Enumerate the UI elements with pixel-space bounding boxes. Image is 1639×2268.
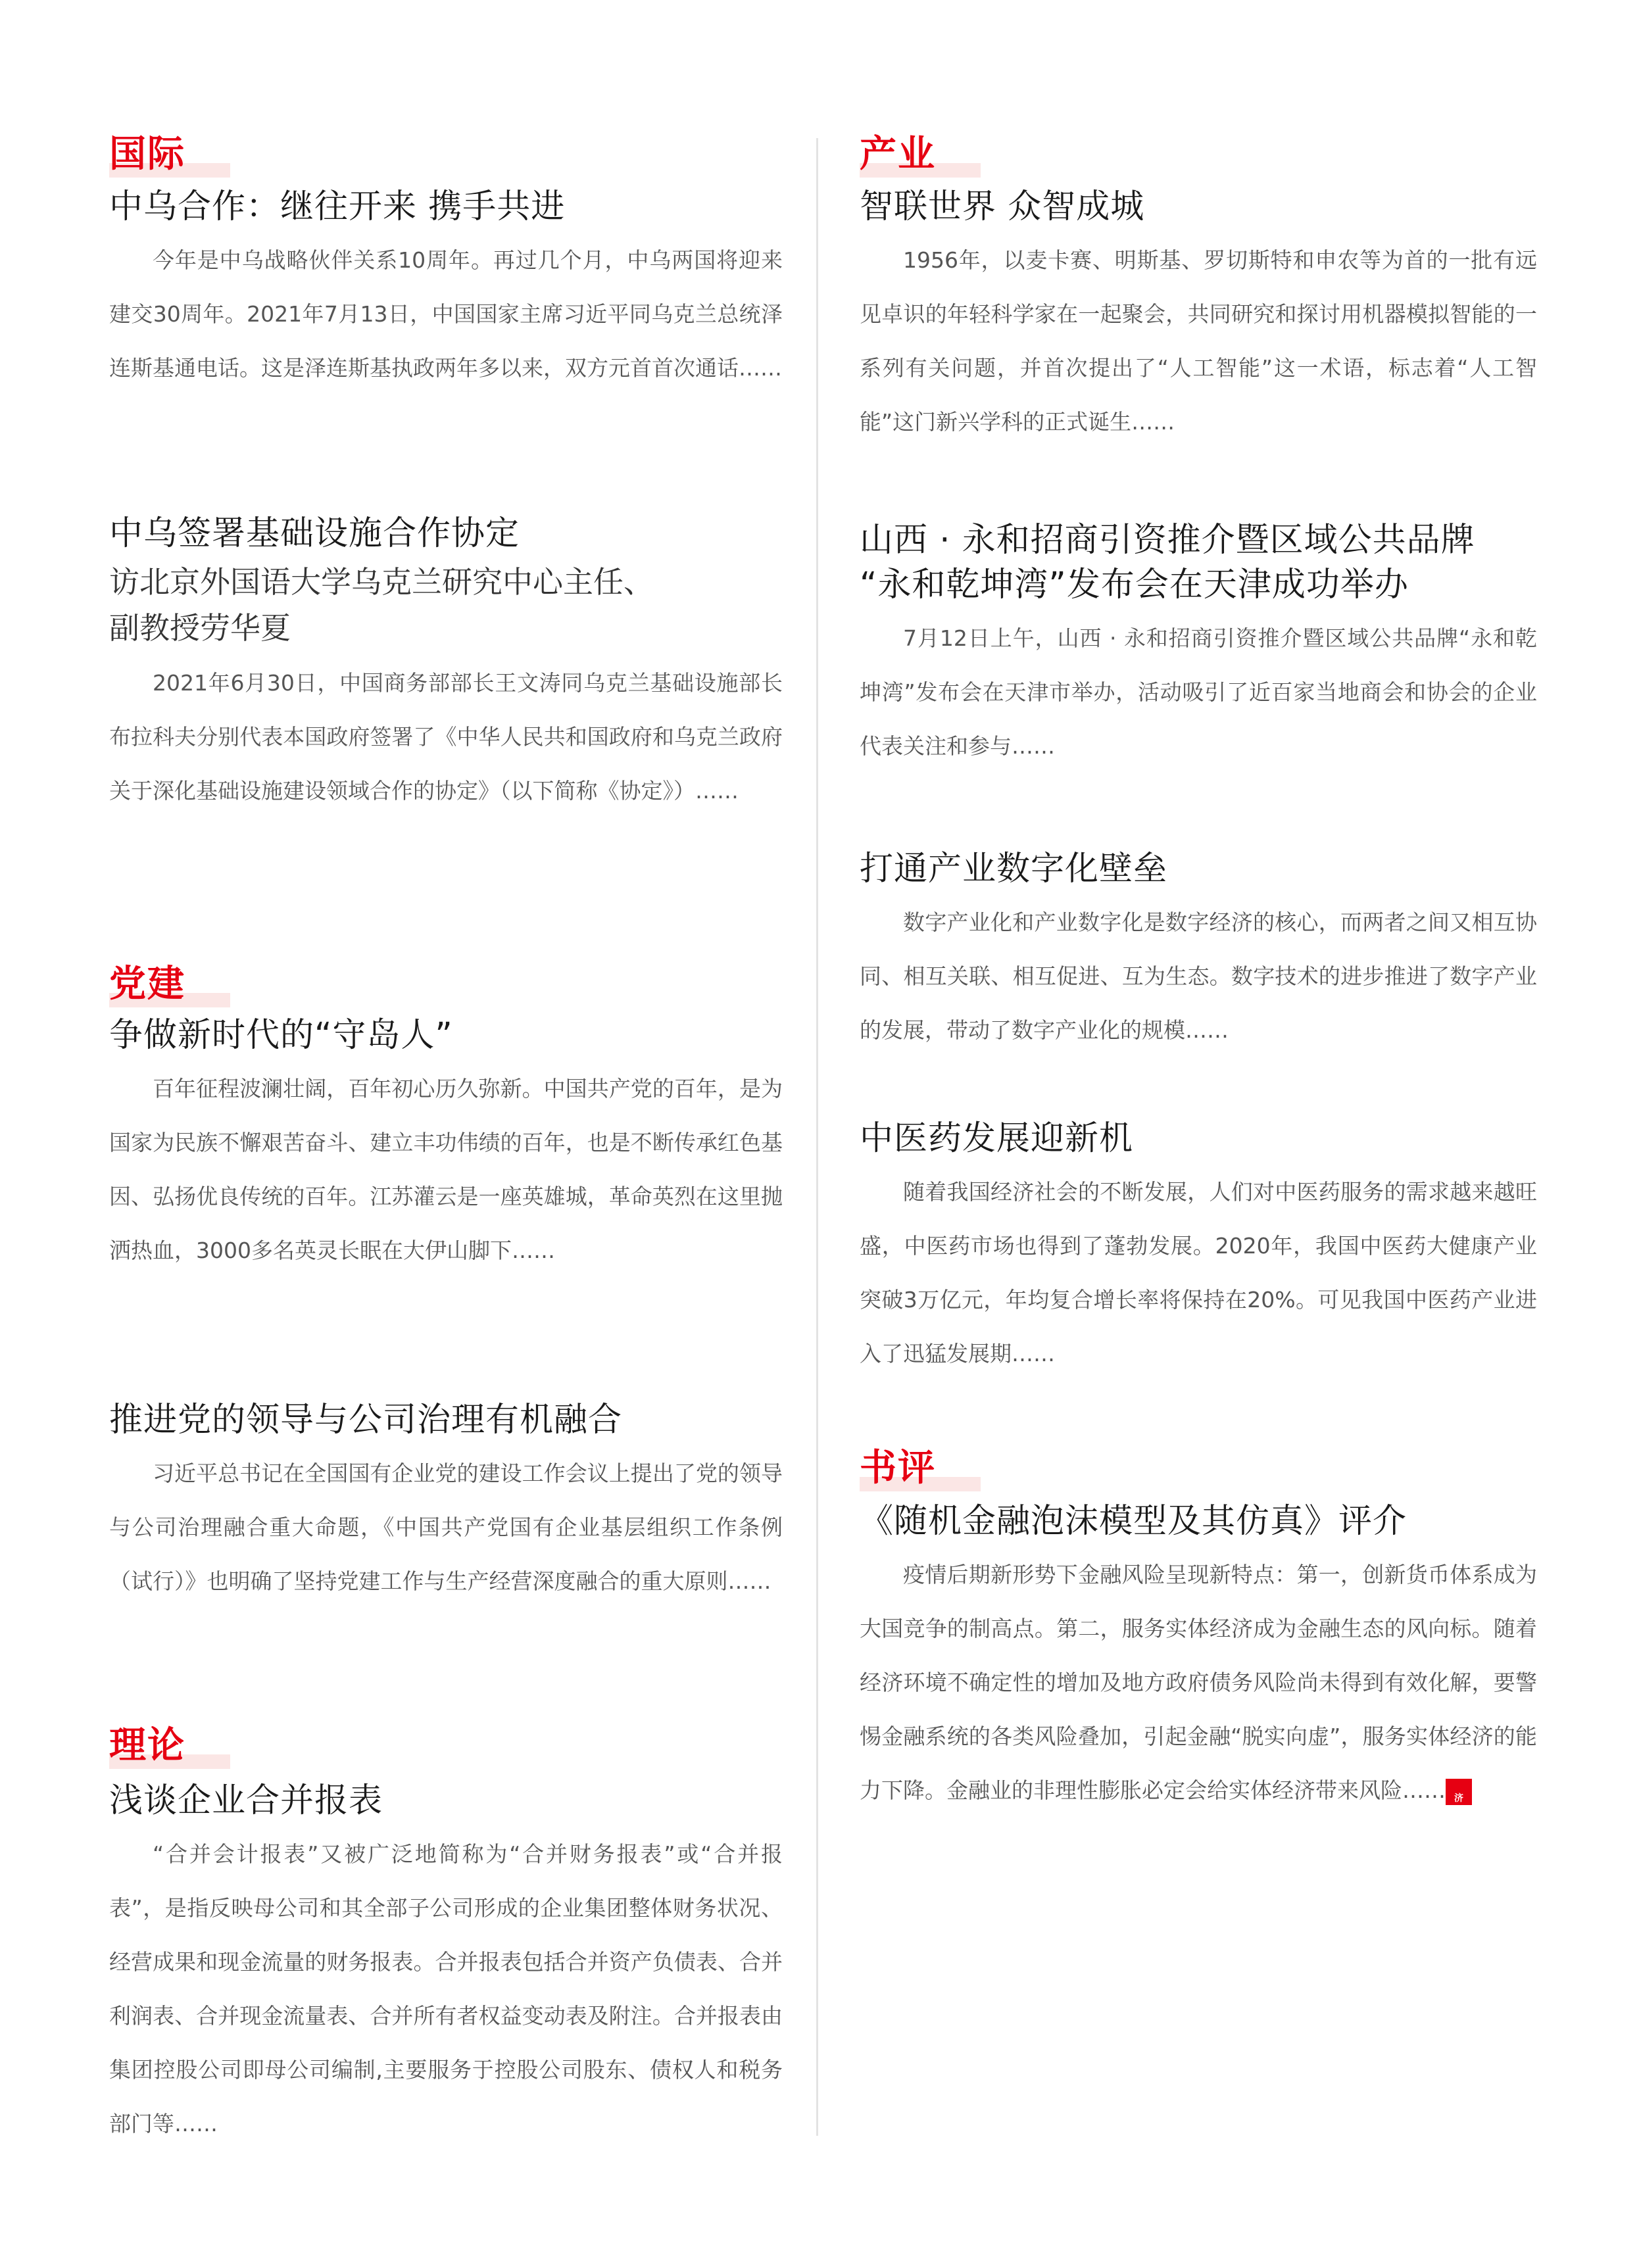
- article-smart-world[interactable]: [860, 186, 1537, 449]
- article-title: 争做新时代的“守岛人”: [109, 1016, 453, 1055]
- article-infrastructure-agreement[interactable]: [109, 513, 783, 818]
- article-body: 习近平总书记在全国国有企业党的建设工作会议上提出了党的领导与公司治理融合重大命题，《中国共产党国有企业基层组织工作条例（试行）》也明确了坚持党建工作与生产经营深度融合的重大原则……: [109, 1460, 783, 1594]
- article-yonghe-investment[interactable]: [860, 519, 1537, 773]
- section-label-shuping: 书评: [860, 1445, 936, 1491]
- article-body: “合并会计报表”又被广泛地简称为“合并财务报表”或“合并报表”，是指反映母公司和其全部子公司形成的企业集团整体财务状况、经营成果和现金流量的财务报表。合并报表包括合并资产负债表、合并利润表、合并现金流量表、合并所有者权益变动表及附注。合并报表由集团控股公司即母公司编制,主要服务于控股公司股东、债权人和税务部门等……: [109, 1841, 783, 2136]
- article-digital-barriers[interactable]: [860, 848, 1537, 1057]
- section-label-lilun: 理论: [109, 1723, 185, 1769]
- article-subtitle: 访北京外国语大学乌克兰研究中心主任、: [109, 564, 654, 600]
- article-title: “永和乾坤湾”发布会在天津成功举办: [860, 566, 1409, 604]
- article-title: 中乌合作：继往开来 携手共进: [109, 187, 566, 226]
- article-body: 随着我国经济社会的不断发展，人们对中医药服务的需求越来越旺盛，中医药市场也得到了蓬勃发展。2020年，我国中医药大健康产业突破3万亿元，年均复合增长率将保持在20%。可见我国中医药产业进入了迅猛发展期……: [860, 1179, 1537, 1366]
- article-island-guardian[interactable]: [109, 1015, 783, 1278]
- article-book-review[interactable]: [860, 1501, 1537, 1818]
- article-body: 数字产业化和产业数字化是数字经济的核心，而两者之间又相互协同、相互关联、相互促进、互为生态。数字技术的进步推进了数字产业的发展，带动了数字产业化的规模……: [860, 909, 1537, 1043]
- article-body: 7月12日上午，山西 · 永和招商引资推介暨区域公共品牌“永和乾坤湾”发布会在天津市举办，活动吸引了近百家当地商会和协会的企业代表关注和参与……: [860, 625, 1537, 759]
- article-title: 推进党的领导与公司治理有机融合: [109, 1401, 623, 1439]
- end-mark-icon: 经济: [1446, 1779, 1472, 1805]
- article-body: 1956年，以麦卡赛、明斯基、罗切斯特和申农等为首的一批有远见卓识的年轻科学家在一起聚会，共同研究和探讨用机器模拟智能的一系列有关问题，并首次提出了“人工智能”这一术语，标志着“人工智能”这门新兴学科的正式诞生……: [860, 247, 1537, 435]
- column-divider: [816, 138, 818, 2136]
- article-title: 山西 · 永和招商引资推介暨区域公共品牌: [860, 521, 1475, 560]
- article-consolidated-statements[interactable]: [109, 1780, 783, 2151]
- article-tcm-development[interactable]: [860, 1118, 1537, 1381]
- section-label-dangjian: 党建: [109, 961, 185, 1007]
- section-label-guoji: 国际: [109, 132, 185, 178]
- article-title: 浅谈企业合并报表: [109, 1781, 383, 1820]
- article-title: 中医药发展迎新机: [860, 1119, 1134, 1158]
- article-party-governance[interactable]: [109, 1399, 783, 1608]
- section-label-chanye: 产业: [860, 132, 936, 178]
- article-title: 《随机金融泡沫模型及其仿真》评介: [860, 1502, 1407, 1541]
- article-body: 2021年6月30日，中国商务部部长王文涛同乌克兰基础设施部长布拉科夫分别代表本国政府签署了《中华人民共和国政府和乌克兰政府关于深化基础设施建设领域合作的协定》（以下简称《协定》）……: [109, 670, 783, 804]
- article-body: 百年征程波澜壮阔，百年初心历久弥新。中国共产党的百年，是为国家为民族不懈艰苦奋斗、建立丰功伟绩的百年，也是不断传承红色基因、弘扬优良传统的百年。江苏灌云是一座英雄城，革命英烈在这里抛洒热血，3000多名英灵长眠在大伊山脚下……: [109, 1076, 783, 1263]
- article-body: 今年是中乌战略伙伴关系10周年。再过几个月，中乌两国将迎来建交30周年。2021年7月13日，中国国家主席习近平同乌克兰总统泽连斯基通电话。这是泽连斯基执政两年多以来，双方元首首次通话……: [109, 247, 783, 381]
- article-body: 疫情后期新形势下金融风险呈现新特点：第一，创新货币体系成为大国竞争的制高点。第二，服务实体经济成为金融生态的风向标。随着经济环境不确定性的增加及地方政府债务风险尚未得到有效化解，要警惕金融系统的各类风险叠加，引起金融“脱实向虚”，服务实体经济的能力下降。金融业的非理性膨胀必定会给实体经济带来风险…… 经济: [860, 1562, 1537, 1804]
- article-subtitle: 副教授劳华夏: [109, 610, 291, 646]
- article-title: 打通产业数字化壁垒: [860, 850, 1168, 888]
- article-title: 智联世界 众智成城: [860, 187, 1145, 226]
- article-china-ukraine-cooperation[interactable]: [109, 186, 783, 395]
- article-title: 中乌签署基础设施合作协定: [109, 514, 520, 553]
